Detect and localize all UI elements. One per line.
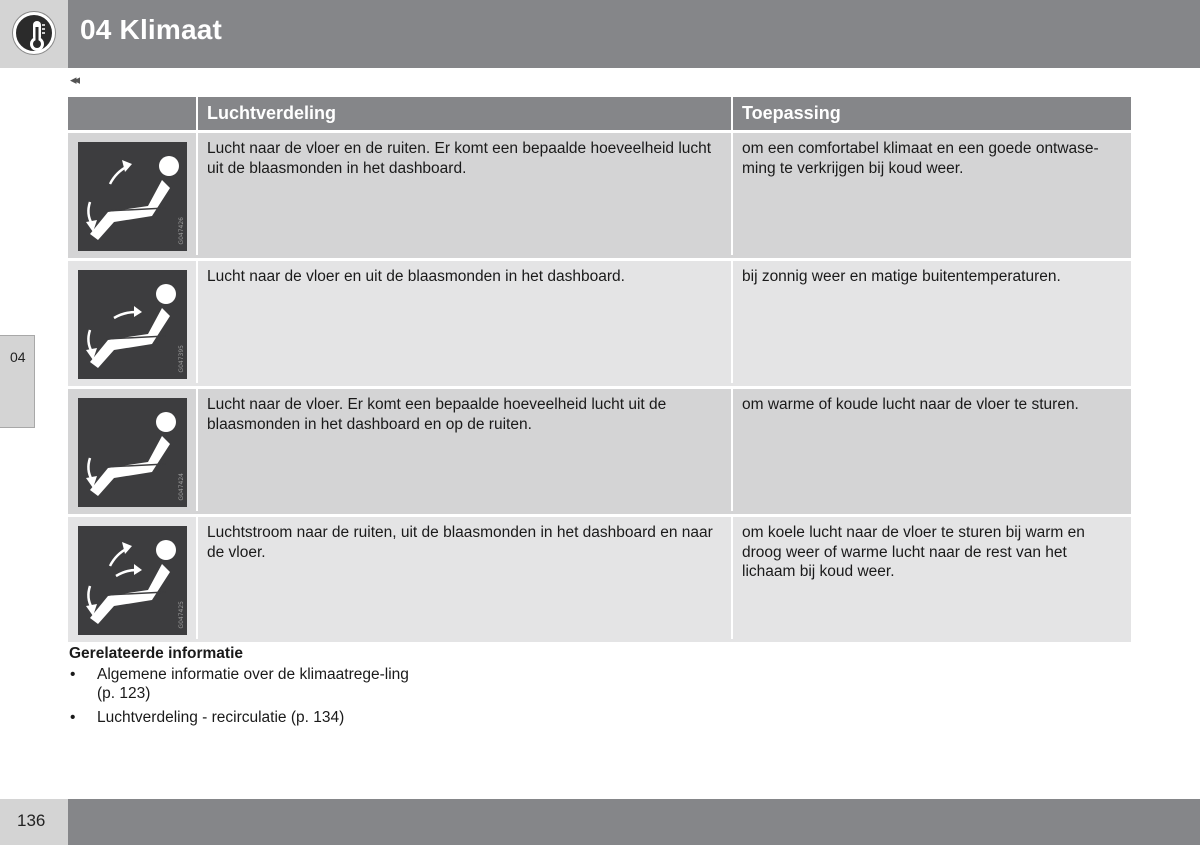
- bullet-icon: •: [70, 666, 76, 683]
- related-link[interactable]: [69, 665, 409, 703]
- table-row: [68, 261, 1131, 386]
- column-header-distribution: Luchtverdeling: [196, 97, 731, 130]
- row-icon-cell: [68, 261, 196, 383]
- row-icon-cell: [68, 517, 196, 639]
- application-cell: bij zonnig weer en matige buitentemperaturen.: [731, 261, 1131, 383]
- thermometer-icon: [13, 12, 55, 54]
- header-bar: [68, 0, 1200, 68]
- bullet-icon: •: [70, 709, 76, 726]
- distribution-cell: Lucht naar de vloer. Er komt een bepaalde hoeveelheid lucht uit de blaasmonden in het dashboard en op de ruiten.: [196, 389, 731, 511]
- page-number-box: [0, 799, 68, 845]
- distribution-cell: Lucht naar de vloer en uit de blaasmonden in het dashboard.: [196, 261, 731, 383]
- chapter-tab-label: 04: [10, 349, 26, 365]
- application-cell: om koele lucht naar de vloer te sturen bij warm en droog weer of warme lucht naar de rest van het lichaam bij koud weer.: [731, 517, 1131, 639]
- column-header-application: Toepassing: [731, 97, 1131, 130]
- airflow-windscreen-floor-icon: [78, 142, 187, 251]
- row-icon-cell: [68, 133, 196, 255]
- related-info-title: Gerelateerde informatie: [69, 645, 244, 662]
- application-cell: om warme of koude lucht naar de vloer te sturen.: [731, 389, 1131, 511]
- image-code: G047424: [178, 473, 185, 501]
- table-row: [68, 389, 1131, 514]
- image-code: G047425: [178, 601, 185, 629]
- page-number: 136: [17, 811, 46, 830]
- table-row: [68, 517, 1131, 642]
- image-code: G047395: [178, 345, 185, 373]
- row-icon-cell: [68, 389, 196, 511]
- distribution-cell: Luchtstroom naar de ruiten, uit de blaasmonden in het dashboard en naar de vloer.: [196, 517, 731, 639]
- air-distribution-table: [68, 97, 1131, 642]
- chapter-tab[interactable]: [0, 335, 35, 428]
- application-cell: om een comfortabel klimaat en een goede ontwase-ming te verkrijgen bij koud weer.: [731, 133, 1131, 255]
- airflow-dashboard-floor-icon: [78, 270, 187, 379]
- header-icon-box: [0, 0, 68, 68]
- airflow-floor-icon: [78, 398, 187, 507]
- footer-bar: [68, 799, 1200, 845]
- table-row: [68, 133, 1131, 258]
- related-info-list: [69, 665, 409, 732]
- table-header: [68, 97, 1131, 130]
- page-title: 04 Klimaat: [80, 14, 223, 45]
- related-link[interactable]: [69, 708, 409, 727]
- related-link-text[interactable]: Algemene informatie over de klimaatrege-ling (p. 123): [97, 666, 409, 702]
- distribution-cell: Lucht naar de vloer en de ruiten. Er komt een bepaalde hoeveelheid lucht uit de blaasmonden in het dashboard.: [196, 133, 731, 255]
- image-code: G047426: [178, 217, 185, 245]
- related-link-text[interactable]: Luchtverdeling - recirculatie (p. 134): [97, 709, 345, 726]
- previous-page-link[interactable]: ◂◂: [70, 72, 78, 87]
- airflow-all-icon: [78, 526, 187, 635]
